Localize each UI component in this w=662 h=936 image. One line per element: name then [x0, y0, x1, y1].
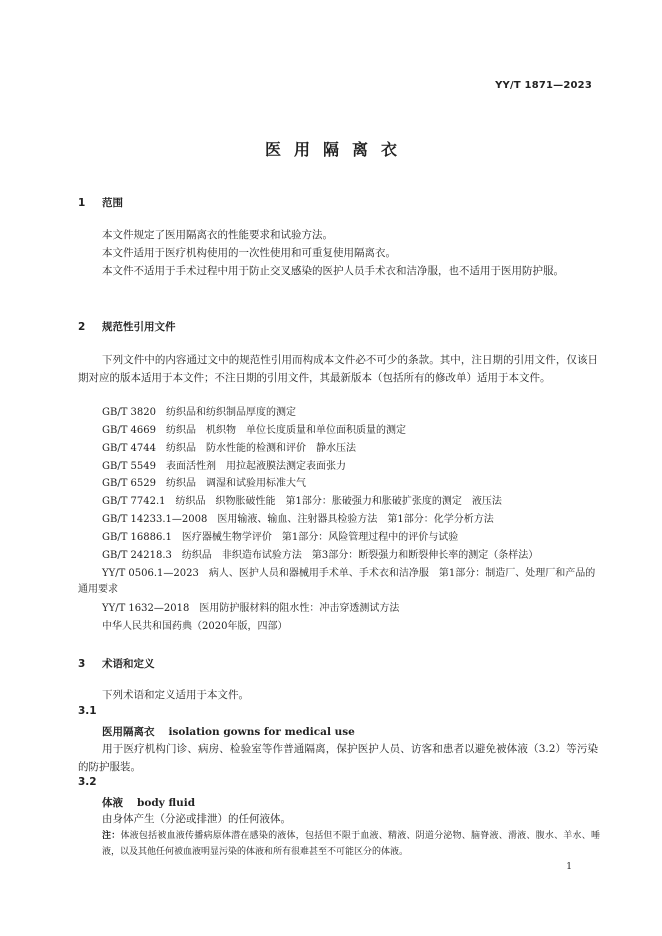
paragraph: 本文件适用于医疗机构使用的一次性使用和可重复使用隔离衣。 [102, 247, 396, 259]
reference-item: GB/T 24218.3 纺织品 非织造布试验方法 第3部分：断裂强力和断裂伸长率的测定（条样法） [102, 550, 539, 561]
term-en: isolation gowns for medical use [168, 726, 355, 738]
reference-item: GB/T 4744 纺织品 防水性能的检测和评价 静水压法 [102, 443, 357, 454]
term-heading [102, 795, 195, 810]
section-title: 术语和定义 [102, 658, 155, 670]
reference-item: GB/T 3820 纺织品和纺织制品厚度的测定 [102, 407, 297, 418]
term-definition: 用于医疗机构门诊、病房、检验室等作普通隔离，保护医护人员、访客和患者以避免被体液（3.2）等污染的防护服装。 [78, 743, 598, 773]
reference-item: GB/T 4669 纺织品 机织物 单位长度质量和单位面积质量的测定 [102, 425, 407, 436]
reference-item: 中华人民共和国药典（2020年版，四部） [102, 621, 288, 632]
reference-item: GB/T 7742.1 纺织品 织物胀破性能 第1部分：胀破强力和胀破扩张度的测定 液压法 [102, 496, 502, 507]
clause-number: 3.2 [78, 776, 97, 788]
term-heading [102, 724, 355, 739]
note-text: 体液包括被血液传播病原体潜在感染的液体，包括但不限于血液、精液、阴道分泌物、脑脊液、滑液、腹水、羊水、唾液，以及其他任何被血液明显污染的体液和所有很难甚至不可能区分的体液。 [102, 831, 600, 857]
document-title: 医用隔离衣 [264, 140, 410, 159]
reference-item: YY/T 1632—2018 医用防护服材料的阻水性：冲击穿透测试方法 [102, 603, 400, 614]
reference-item: GB/T 16886.1 医疗器械生物学评价 第1部分：风险管理过程中的评价与试验 [102, 532, 459, 543]
section-title: 规范性引用文件 [102, 321, 176, 333]
reference-item: GB/T 6529 纺织品 调湿和试验用标准大气 [102, 478, 307, 489]
reference-item: GB/T 5549 表面活性剂 用拉起液膜法测定表面张力 [102, 461, 347, 472]
note [102, 828, 600, 860]
paragraph: 下列术语和定义适用于本文件。 [102, 689, 249, 701]
reference-item: GB/T 14233.1—2008 医用输液、输血、注射器具检验方法 第1部分：化学分析方法 [102, 514, 494, 525]
term-definition: 由身体产生（分泌或排泄）的任何液体。 [102, 813, 291, 825]
section-number: 2 [78, 321, 86, 333]
page-number: 1 [566, 862, 572, 872]
section-3-heading [78, 656, 155, 671]
clause-number: 3.1 [78, 705, 97, 717]
standard-code: YY/T 1871—2023 [495, 80, 592, 91]
paragraph: 下列文件中的内容通过文中的规范性引用而构成本文件必不可少的条款。其中，注日期的引用文件，仅该日期对应的版本适用于本文件；不注日期的引用文件，其最新版本（包括所有的修改单）适用于本文件。 [78, 354, 598, 384]
paragraph: 本文件规定了医用隔离衣的性能要求和试验方法。 [102, 229, 333, 241]
section-2-heading [78, 319, 176, 334]
paragraph: 本文件不适用于手术过程中用于防止交叉感染的医护人员手术衣和洁净服，也不适用于医用防护服。 [102, 265, 564, 277]
section-1-heading [78, 195, 123, 210]
note-label: 注： [102, 831, 121, 841]
reference-item: YY/T 0506.1—2023 病人、医护人员和器械用手术单、手术衣和洁净服 第1部分：制造厂、处理厂和产品的通用要求 [78, 568, 596, 595]
term-zh: 医用隔离衣 [102, 726, 155, 738]
section-number: 3 [78, 658, 86, 670]
section-title: 范围 [102, 197, 123, 209]
term-en: body fluid [137, 797, 196, 809]
section-number: 1 [78, 197, 86, 209]
term-zh: 体液 [102, 797, 123, 809]
